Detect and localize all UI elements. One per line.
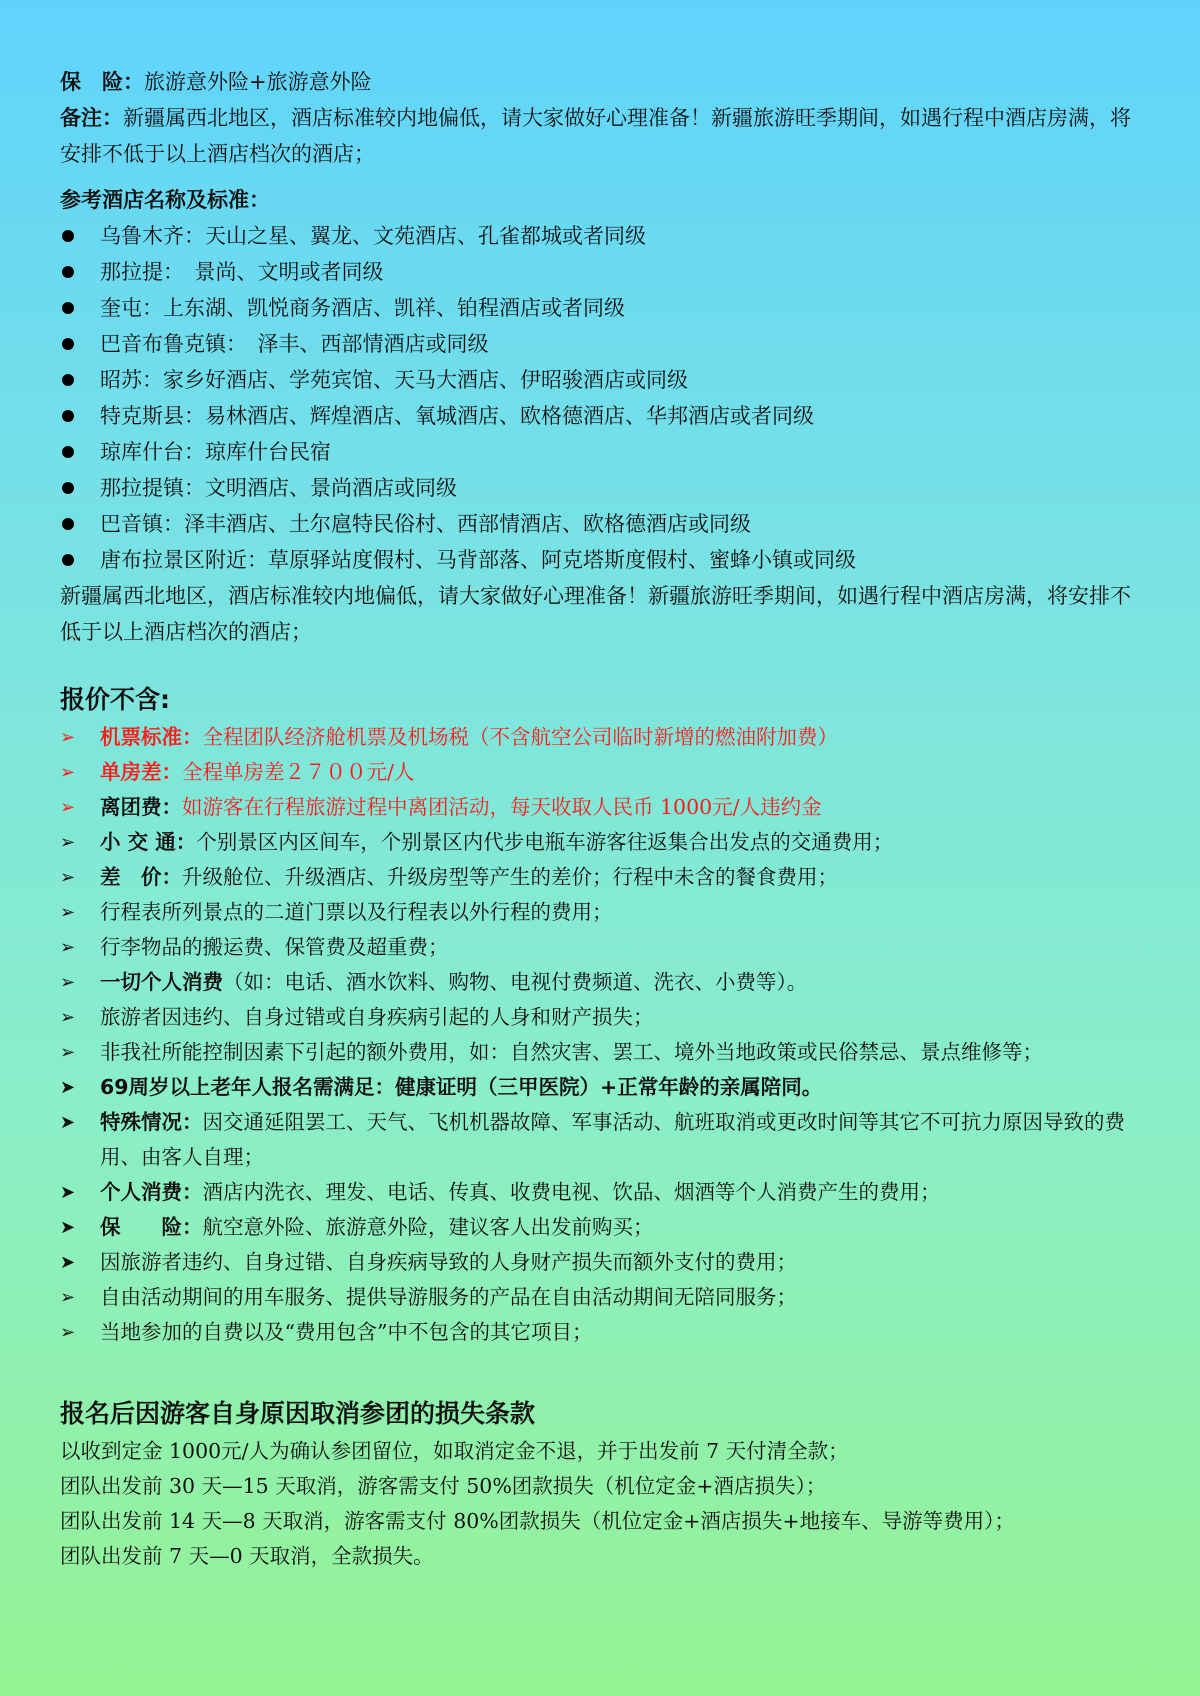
list-item [60, 1035, 1145, 1070]
hotel-text: 乌鲁木齐：天山之星、翼龙、文苑酒店、孔雀都城或者同级 [100, 224, 646, 248]
list-item [60, 434, 1145, 470]
item-text: 航空意外险、旅游意外险，建议客人出发前购买； [202, 1215, 654, 1239]
list-item [60, 825, 1145, 860]
hotel-text: 琼库什台：琼库什台民宿 [100, 440, 331, 464]
item-label: 小 交 通： [100, 830, 197, 854]
arrow-icon: ➢ [60, 1287, 76, 1308]
item-text: 自由活动期间的用车服务、提供导游服务的产品在自由活动期间无陪同服务； [100, 1285, 797, 1309]
arrow-icon: ➤ [60, 1182, 76, 1203]
item-label: 差 价： [100, 865, 182, 889]
document [60, 64, 1145, 1574]
item-label: 单房差： [100, 760, 182, 784]
arrow-icon: ➢ [60, 762, 76, 783]
arrow-icon: ➢ [60, 832, 76, 853]
list-item [60, 506, 1145, 542]
item-label: 离团费： [100, 795, 182, 819]
insurance-line [60, 64, 1145, 100]
note-paragraph [60, 100, 1145, 172]
item-text: 因旅游者违约、自身过错、自身疾病导致的人身财产损失而额外支付的费用； [100, 1250, 797, 1274]
list-item [60, 1210, 1145, 1245]
list-item [60, 1245, 1145, 1280]
arrow-icon: ➢ [60, 902, 76, 923]
list-item [60, 755, 1145, 790]
arrow-icon: ➤ [60, 1217, 76, 1238]
cancellation-title: 报名后因游客自身原因取消参团的损失条款 [60, 1399, 536, 1428]
item-text: 升级舱位、升级酒店、升级房型等产生的差价；行程中未含的餐食费用； [182, 865, 838, 889]
insurance-label: 保 险： [60, 70, 144, 94]
hotel-list [60, 218, 1145, 578]
excluded-title: 报价不含: [60, 685, 170, 714]
hotel-text: 特克斯县：易林酒店、辉煌酒店、氧城酒店、欧格德酒店、华邦酒店或者同级 [100, 404, 814, 428]
list-item [60, 254, 1145, 290]
list-item [60, 1315, 1145, 1350]
item-text: 旅游者因违约、自身过错或自身疾病引起的人身和财产损失； [100, 1005, 654, 1029]
cancellation-line: 团队出发前 7 天—0 天取消，全款损失。 [60, 1544, 434, 1568]
cancellation-line: 团队出发前 14 天—8 天取消，游客需支付 80%团款损失（机位定金+酒店损失+地接车、导游等费用）； [60, 1509, 1015, 1533]
list-item [60, 326, 1145, 362]
hotels-note: 新疆属西北地区，酒店标准较内地偏低，请大家做好心理准备！新疆旅游旺季期间，如遇行程中酒店房满，将安排不低于以上酒店档次的酒店； [60, 584, 1131, 644]
item-label: 个人消费： [100, 1180, 203, 1204]
bullet-icon [62, 302, 74, 314]
list-item [60, 398, 1145, 434]
list-item [60, 218, 1145, 254]
bullet-icon [62, 410, 74, 422]
item-text: 因交通延阻罢工、天气、飞机机器故障、军事活动、航班取消或更改时间等其它不可抗力原因导致的费用、由客人自理； [100, 1110, 1125, 1169]
arrow-icon: ➢ [60, 1007, 76, 1028]
cancellation-line: 以收到定金 1000元/人为确认参团留位，如取消定金不退，并于出发前 7 天付清全款； [60, 1439, 849, 1463]
list-item [60, 895, 1145, 930]
item-text: 个别景区内区间车，个别景区内代步电瓶车游客往返集合出发点的交通费用； [196, 830, 894, 854]
bullet-icon [62, 446, 74, 458]
item-label: 特殊情况： [100, 1110, 203, 1134]
list-item [60, 790, 1145, 825]
hotel-text: 唐布拉景区附近：草原驿站度假村、马背部落、阿克塔斯度假村、蜜蜂小镇或同级 [100, 548, 856, 572]
item-label: 一切个人消费 [100, 970, 223, 994]
arrow-icon: ➢ [60, 867, 76, 888]
item-text: 酒店内洗衣、理发、电话、传真、收费电视、饮品、烟酒等个人消费产生的费用； [202, 1180, 941, 1204]
excluded-list [60, 720, 1145, 1350]
list-item [60, 362, 1145, 398]
list-item [60, 1280, 1145, 1315]
hotel-text: 那拉提： 景尚、文明或者同级 [100, 260, 384, 284]
bullet-icon [62, 230, 74, 242]
arrow-icon: ➢ [60, 1042, 76, 1063]
list-item [60, 470, 1145, 506]
arrow-icon: ➢ [60, 972, 76, 993]
item-text: 全程单房差２７００元/人 [182, 760, 415, 784]
cancellation-line: 团队出发前 30 天—15 天取消，游客需支付 50%团款损失（机位定金+酒店损失）； [60, 1474, 827, 1498]
bullet-icon [62, 518, 74, 530]
list-item [60, 1105, 1145, 1175]
list-item [60, 1000, 1145, 1035]
item-text: 如游客在行程旅游过程中离团活动，每天收取人民币 1000元/人违约金 [182, 795, 822, 819]
list-item [60, 1175, 1145, 1210]
hotel-text: 巴音布鲁克镇： 泽丰、西部情酒店或同级 [100, 332, 489, 356]
list-item [60, 1070, 1145, 1105]
arrow-icon: ➢ [60, 727, 76, 748]
arrow-icon: ➢ [60, 797, 76, 818]
list-item [60, 290, 1145, 326]
bullet-icon [62, 266, 74, 278]
arrow-icon: ➢ [60, 937, 76, 958]
item-text: 非我社所能控制因素下引起的额外费用，如：自然灾害、罢工、境外当地政策或民俗禁忌、景点维修等； [100, 1040, 1043, 1064]
bullet-icon [62, 338, 74, 350]
bullet-icon [62, 482, 74, 494]
hotel-text: 昭苏：家乡好酒店、学苑宾馆、天马大酒店、伊昭骏酒店或同级 [100, 368, 688, 392]
arrow-icon: ➤ [60, 1077, 76, 1098]
item-label: 机票标准： [100, 725, 203, 749]
hotels-title: 参考酒店名称及标准： [60, 188, 270, 212]
list-item [60, 720, 1145, 755]
item-label: 保 险： [100, 1215, 203, 1239]
note-label: 备注： [60, 106, 123, 130]
item-text: 全程团队经济舱机票及机场税（不含航空公司临时新增的燃油附加费） [202, 725, 838, 749]
item-text: 当地参加的自费以及“费用包含”中不包含的其它项目； [100, 1320, 593, 1344]
list-item [60, 542, 1145, 578]
list-item [60, 930, 1145, 965]
arrow-icon: ➤ [60, 1252, 76, 1273]
arrow-icon: ➢ [60, 1322, 76, 1343]
bullet-icon [62, 554, 74, 566]
hotel-text: 奎屯：上东湖、凯悦商务酒店、凯祥、铂程酒店或者同级 [100, 296, 625, 320]
item-text: 行李物品的搬运费、保管费及超重费； [100, 935, 449, 959]
list-item [60, 965, 1145, 1000]
note-text: 新疆属西北地区，酒店标准较内地偏低，请大家做好心理准备！新疆旅游旺季期间，如遇行程中酒店房满，将安排不低于以上酒店档次的酒店； [60, 106, 1131, 166]
cancellation-terms [60, 1434, 1145, 1574]
item-text: 行程表所列景点的二道门票以及行程表以外行程的费用； [100, 900, 613, 924]
arrow-icon: ➤ [60, 1112, 76, 1133]
item-label: 69周岁以上老年人报名需满足：健康证明（三甲医院）+正常年龄的亲属陪同。 [100, 1075, 823, 1099]
hotel-text: 那拉提镇：文明酒店、景尚酒店或同级 [100, 476, 457, 500]
hotel-text: 巴音镇：泽丰酒店、土尔扈特民俗村、西部情酒店、欧格德酒店或同级 [100, 512, 751, 536]
bullet-icon [62, 374, 74, 386]
insurance-value: 旅游意外险+旅游意外险 [144, 70, 372, 94]
list-item [60, 860, 1145, 895]
item-text: （如：电话、酒水饮料、购物、电视付费频道、洗衣、小费等）。 [223, 970, 808, 994]
